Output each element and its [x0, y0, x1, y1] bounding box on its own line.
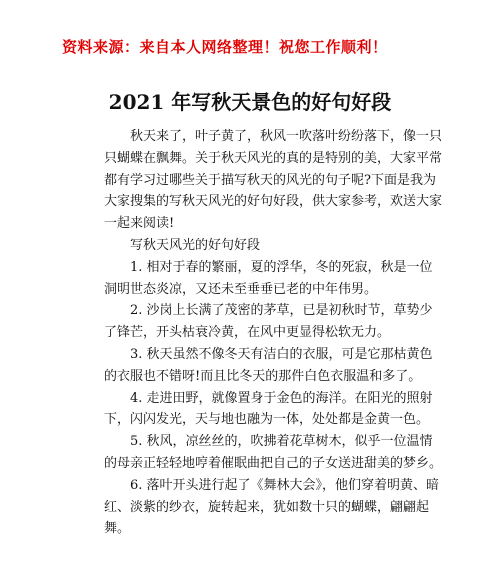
list-item: 6. 落叶开头进行起了《舞林大会》，他们穿着明黄、暗红、淡紫的纱衣，旋转起来，犹如数十只的蝴蝶，翩翩起舞。 [104, 477, 440, 537]
list-item: 4. 走进田野，就像置身于金色的海洋。在阳光的照射下，闪闪发光，天与地也融为一体，处处都是金黄一色。 [104, 390, 433, 428]
document-body [104, 126, 444, 540]
list-item: 3. 秋天虽然不像冬天有洁白的衣服，可是它那枯黄色的衣服也不错呀!而且比冬天的那件白色衣服温和多了。 [104, 346, 433, 384]
intro-paragraph: 秋天来了，叶子黄了，秋风一吹落叶纷纷落下，像一只只蝴蝶在飘舞。关于秋天风光的真的是特别的美，大家平常都有学习过哪些关于描写秋天的风光的句子呢?下面是我为大家搜集的写秋天风光的好句好段，供大家参考，欢送大家一起来阅读! [104, 129, 443, 232]
source-banner: 资料来源：来自本人网络整理！祝您工作顺利！ [62, 38, 388, 56]
list-item: 5. 秋风，凉丝丝的，吹拂着花草树木，似乎一位温情的母亲正轻轻地哼着催眠曲把自己的子女送进甜美的梦乡。 [104, 434, 443, 471]
list-item: 2. 沙岗上长满了茂密的茅草，已是初秋时节，草势少了锋芒，开头枯衰冷黄，在风中更显得松软无力。 [104, 303, 433, 341]
list-item: 1. 相对于春的繁丽，夏的浮华，冬的死寂，秋是一位洞明世态炎凉，又还未至垂垂已老的中年伟男。 [104, 259, 433, 297]
document-title: 2021 年写秋天景色的好句好段 [108, 90, 392, 114]
section-heading: 写秋天风光的好句好段 [130, 237, 261, 253]
